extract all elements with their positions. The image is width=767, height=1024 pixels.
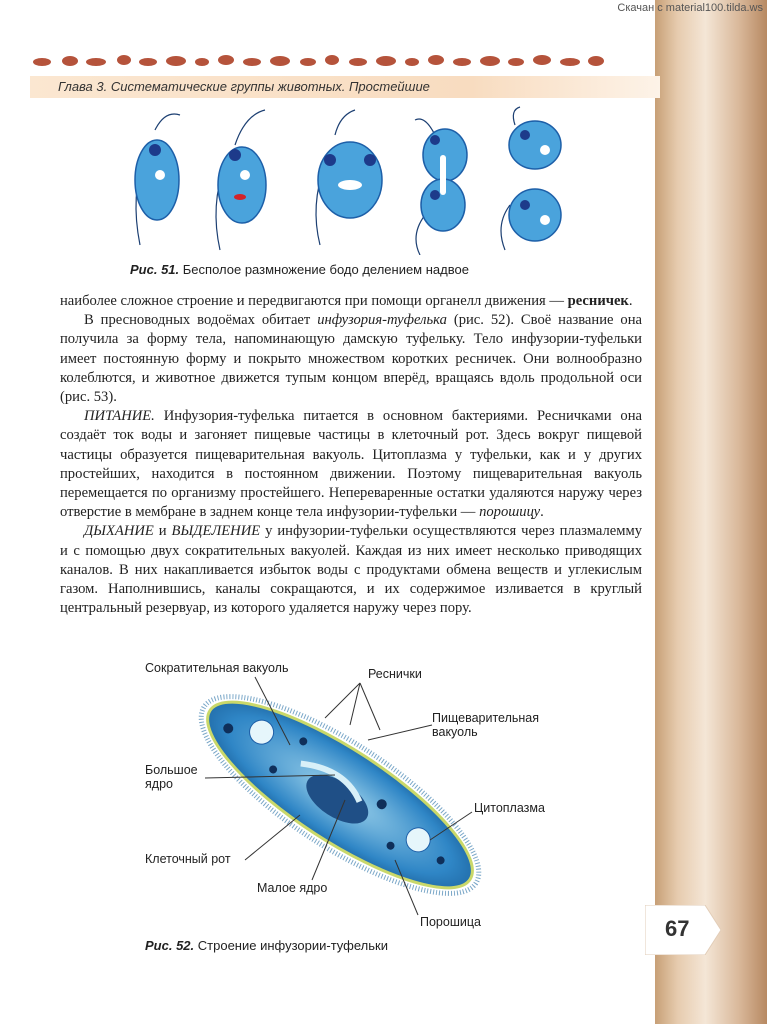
download-note: Скачан с material100.tilda.ws <box>617 2 763 14</box>
figure-52-caption <box>145 938 388 953</box>
animal-silhouette-band <box>30 50 610 70</box>
text-span: и <box>158 523 167 540</box>
figure-51-number: Рис. 51. <box>130 262 180 277</box>
body-text <box>60 292 642 618</box>
label-contractile-vacuole: Сократительная вакуоль <box>145 661 289 675</box>
label-cell-mouth: Клеточный рот <box>145 852 231 866</box>
text-span: В пресноводных водоёмах обитает <box>84 312 311 329</box>
figure-52-number: Рис. 52. <box>145 938 195 953</box>
italic-term: ВЫДЕЛЕНИЕ <box>171 523 261 540</box>
label-anal-pore: Порошица <box>420 915 481 929</box>
text-span: . <box>628 293 633 309</box>
figure-51-bodo-division <box>125 105 595 255</box>
label-cilia: Реснички <box>368 667 422 681</box>
label-macronucleus: Большое ядро <box>145 763 198 791</box>
page-number: 67 <box>665 916 690 941</box>
text-span: . <box>540 504 544 521</box>
text-span: у инфузории-туфельки осуществляются через плазмалемму и с помощью двух сократительных вакуолей. Каждая из них имеет несколько приводящих каналов. В них накапливается избыток воды с продуктами обмена веществ и углекислым газом. Наполнившись, каналы сокращаются, и их содержимое изливается в круглый центральный резервуар, из которого удаляется наружу через пору. <box>60 523 643 617</box>
chapter-title: Глава 3. Систематические группы животных. Простейшие <box>58 79 430 94</box>
chapter-header <box>30 76 660 98</box>
paragraph <box>60 522 642 618</box>
text-span: (рис. 52). Своё название она получила за форму тела, напоминающую дамскую туфельку. Тело инфузории-туфельки имеет постоянную форму и покрыто множеством коротких ресничек. Они волнообразно колеблются, и животное движется тупым концом вперёд, вращаясь вдоль продольной оси (рис. 53). <box>60 312 643 406</box>
text-span: Инфузория-туфелька питается в основном бактериями. Ресничками она создаёт ток воды и загоняет пищевые частицы в клеточный рот. Здесь вокруг пищевой частицы образуется пищеварительная вакуоль. Цитоплазма у туфельки, как и у других простейших, находится в постоянном движении. Поэтому пищеварительная вакуоль перемещается по организму простейшего. Непереваренные остатки удаляются наружу через отверстие в мембране в заднем конце тела инфузории-туфельки — <box>60 408 642 521</box>
figure-51-text: Бесполое размножение бодо делением надвое <box>182 262 469 277</box>
bold-term: ресничек <box>567 293 629 309</box>
italic-term: инфузория-туфелька <box>317 312 447 329</box>
label-cytoplasm: Цитоплазма <box>474 801 545 815</box>
label-micronucleus: Малое ядро <box>257 881 328 895</box>
text-span: наиболее сложное строение и передвигаются при помощи органелл движения — <box>60 293 564 309</box>
italic-term: ПИТАНИЕ. <box>84 408 155 425</box>
paragraph <box>60 292 642 311</box>
paragraph <box>60 311 642 407</box>
page-edge-decoration <box>655 0 767 1024</box>
italic-term: порошицу <box>479 504 541 521</box>
figure-52-text: Строение инфузории-туфельки <box>197 938 388 953</box>
figure-51-caption <box>130 262 469 277</box>
label-digestive-vacuole: Пищеварительная вакуоль <box>432 711 540 739</box>
italic-term: ДЫХАНИЕ <box>84 523 154 540</box>
paragraph <box>60 407 642 522</box>
